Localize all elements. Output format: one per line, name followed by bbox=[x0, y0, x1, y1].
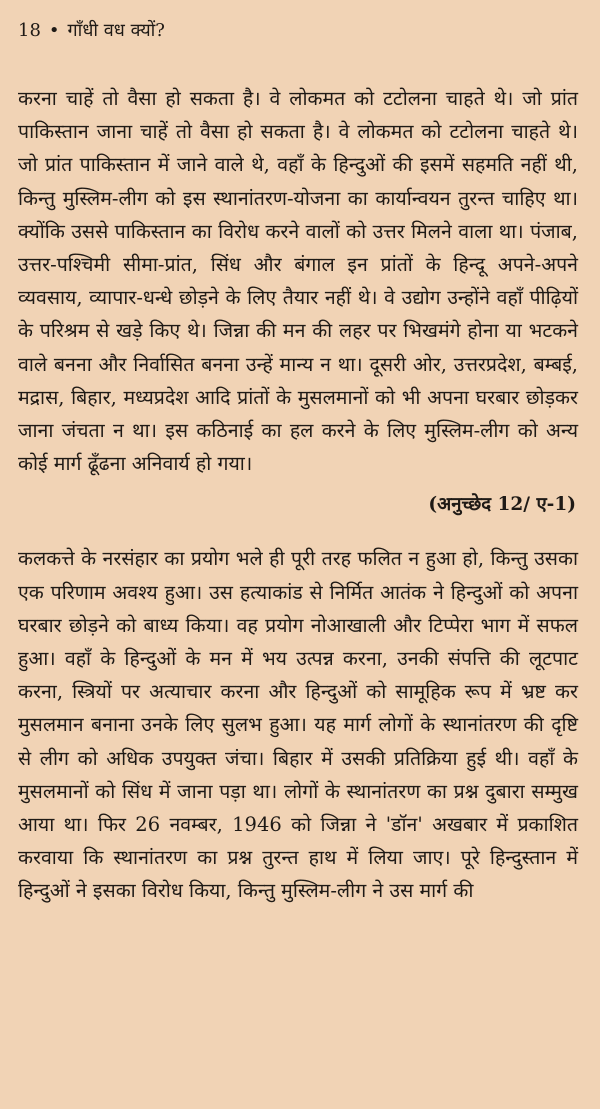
running-header bbox=[18, 14, 578, 48]
page-content bbox=[18, 82, 578, 908]
book-title: गाँधी वध क्यों? bbox=[67, 20, 165, 41]
paragraph-2: कलकत्ते के नरसंहार का प्रयोग भले ही पूरी तरह फलित न हुआ हो, किन्तु उसका एक परिणाम अवश्य हुआ। उस हत्याकांड से निर्मित आतंक ने हिन्दुओं को अपना घरबार छोड़ने को बाध्य किया। वह प्रयोग नोआखाली और टिप्पेरा भाग में सफल हुआ। वहाँ के हिन्दुओं के मन में भय उत्पन्न करना, उनकी संपत्ति की लूटपाट करना, स्त्रियों पर अत्याचार करना और हिन्दुओं को सामूहिक रूप में भ्रष्ट कर मुसलमान बनाना उनके लिए सुलभ हुआ। यह मार्ग लोगों के स्थानांतरण की दृष्टि से लीग को अधिक उपयुक्त जंचा। बिहार में उसकी प्रतिक्रिया हुई थी। वहाँ के मुसलमानों को सिंध में जाना पड़ा था। लोगों के स्थानांतरण का प्रश्न दुबारा सम्मुख आया था। फिर 26 नवम्बर, 1946 को जिन्ना ने 'डॉन' अखबार में प्रकाशित करवाया कि स्थानांतरण का प्रश्न तुरन्त हाथ में लिया जाए। पूरे हिन्दुस्तान में हिन्दुओं ने इसका विरोध किया, किन्तु मुस्लिम-लीग ने उस मार्ग की bbox=[18, 547, 578, 903]
header-bullet: • bbox=[48, 20, 60, 41]
paragraph-reference: (अनुच्छेद 12/ ए-1) bbox=[428, 494, 576, 516]
paragraph-1: करना चाहें तो वैसा हो सकता है। वे लोकमत को टटोलना चाहते थे। जो प्रांत पाकिस्तान जाना चाहें तो वैसा हो सकता है। वे लोकमत को टटोलना चाहते थे। जो प्रांत पाकिस्तान में जाने वाले थे, वहाँ के हिन्दुओं की इसमें सहमति नहीं थी, किन्तु मुस्लिम-लीग को इस स्थानांतरण-योजना का कार्यान्वयन तुरन्त चाहिए था। क्योंकि उससे पाकिस्तान का विरोध करने वालों को उत्तर मिलने वाला था। पंजाब, उत्तर-पश्चिमी सीमा-प्रांत, सिंध और बंगाल इन प्रांतों के हिन्दू अपने-अपने व्यवसाय, व्यापार-धन्धे छोड़ने के लिए तैयार नहीं थे। वे उद्योग उन्होंने वहाँ पीढ़ियों के परिश्रम से खड़े किए थे। जिन्ना की मन की लहर पर भिखमंगे होना या भटकने वाले बनना और निर्वासित बनना उन्हें मान्य न था। दूसरी ओर, उत्तरप्रदेश, बम्बई, मद्रास, बिहार, मध्यप्रदेश आदि प्रांतों के मुसलमानों को भी अपना घरबार छोड़कर जाना जंचता न था। इस कठिनाई का हल करने के लिए मुस्लिम-लीग को अन्य कोई मार्ग ढूँढना अनिवार्य हो गया। bbox=[18, 87, 578, 476]
page-number: 18 bbox=[18, 20, 41, 41]
